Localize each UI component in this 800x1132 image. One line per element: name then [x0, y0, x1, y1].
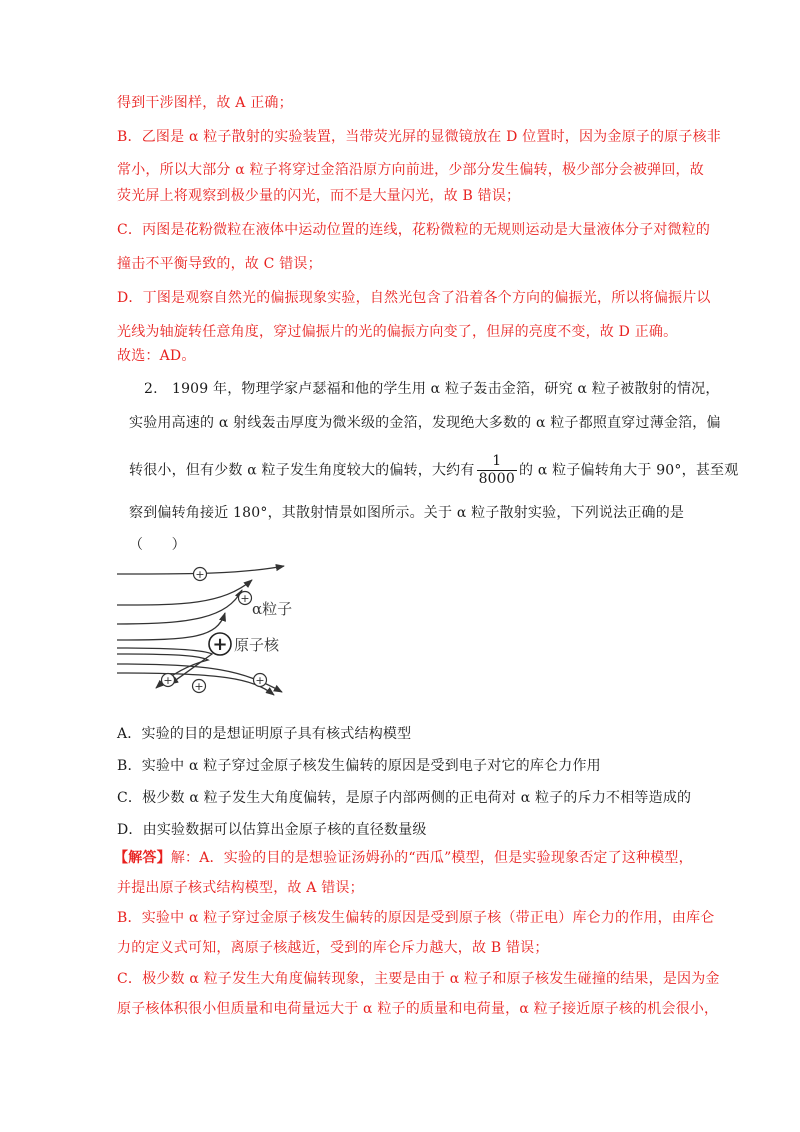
plus-sign: +	[255, 674, 265, 687]
option-d: D．由实验数据可以估算出金原子核的直径数量级	[117, 822, 427, 838]
prev-answer-line-8: 光线为轴旋转任意角度，穿过偏振片的光的偏振方向变了，但屏的亮度不变，故 D 正确。	[117, 324, 678, 340]
gold-nucleus-plus: +	[212, 634, 228, 655]
prev-answer-line-9: 故选：AD。	[117, 348, 196, 364]
option-c: C．极少数 α 粒子发生大角度偏转，是原子内部两侧的正电荷对 α 粒子的斥力不相等造成的	[117, 790, 692, 806]
alpha-path-upper	[117, 580, 252, 605]
question-line-3	[129, 453, 738, 488]
alpha-scattering-diagram	[112, 558, 412, 706]
question-line-4: 察到偏转角接近 180°，其散射情景如图所示。关于 α 粒子散射实验，下列说法正确的是	[129, 505, 685, 521]
answer-line-3: B．实验中 α 粒子穿过金原子核发生偏转的原因是受到原子核（带正电）库仑力的作用，由库仑	[117, 910, 715, 926]
plus-sign: +	[195, 568, 205, 581]
alpha-path-near	[117, 613, 225, 640]
question-line-3-start: 转很小，但有少数 α 粒子发生角度较大的偏转，大约有	[129, 462, 475, 479]
option-b: B．实验中 α 粒子穿过金原子核发生偏转的原因是受到电子对它的库仑力作用	[117, 758, 601, 774]
prev-answer-line-7: D．丁图是观察自然光的偏振现象实验，自然光包含了沿着各个方向的偏振光，所以将偏振片以	[117, 290, 711, 306]
answer-line-1	[114, 848, 693, 868]
prev-answer-line-2: B．乙图是 α 粒子散射的实验装置，当带荧光屏的显微镜放在 D 位置时，因为金原子的原子核非	[117, 129, 721, 145]
fraction-numerator: 1	[477, 453, 517, 471]
fraction-denominator: 8000	[478, 471, 515, 487]
prev-answer-line-5: C．丙图是花粉微粒在液体中运动位置的连线，花粉微粒的无规则运动是大量液体分子对微粒的	[117, 222, 711, 238]
prev-answer-line-6: 撞击不平衡导致的，故 C 错误；	[117, 256, 322, 272]
plus-sign: +	[194, 680, 204, 693]
label-alpha-particle: α粒子	[252, 600, 293, 618]
question-line-3-end: 的 α 粒子偏转角大于 90°，甚至观	[519, 462, 739, 479]
answer-blank: （ ）	[129, 537, 186, 553]
plus-sign: +	[240, 592, 250, 605]
question-line-2: 实验用高速的 α 射线轰击厚度为微米级的金箔，发现绝大多数的 α 粒子都照直穿过薄金箔，偏	[129, 415, 721, 431]
plus-sign: +	[163, 674, 173, 687]
prev-answer-line-4: 荧光屏上将观察到极少量的闪光，而不是大量闪光，故 B 错误；	[117, 188, 521, 204]
option-a: A．实验的目的是想证明原子具有核式结构模型	[117, 726, 412, 742]
label-nucleus: 原子核	[234, 636, 280, 654]
answer-line-6: 原子核体积很小但质量和电荷量远大于 α 粒子的质量和电荷量，α 粒子接近原子核的机会很小，	[117, 1001, 719, 1017]
prev-answer-line-1: 得到干涉图样，故 A 正确；	[117, 95, 293, 111]
question-line-1: 2. 1909 年，物理学家卢瑟福和他的学生用 α 粒子轰击金箔，研究 α 粒子被散射的情况，	[144, 381, 720, 397]
prev-answer-line-3: 常小，所以大部分 α 粒子将穿过金箔沿原方向前进，少部分发生偏转，极少部分会被弹回，故	[117, 162, 704, 178]
answer-line-2: 并提出原子核式结构模型，故 A 错误；	[117, 880, 364, 896]
answer-line-1-text: 解：A．实验的目的是想验证汤姆孙的“西瓜”模型，但是实验现象否定了这种模型，	[170, 850, 693, 866]
answer-line-4: 力的定义式可知，离原子核越近，受到的库仑斥力越大，故 B 错误；	[117, 940, 549, 956]
answer-line-5: C．极少数 α 粒子发生大角度偏转现象，主要是由于 α 粒子和原子核发生碰撞的结果，是因为金	[117, 971, 720, 987]
answer-tag: 【解答】	[114, 850, 171, 866]
fraction-one-over-8000	[477, 453, 517, 488]
